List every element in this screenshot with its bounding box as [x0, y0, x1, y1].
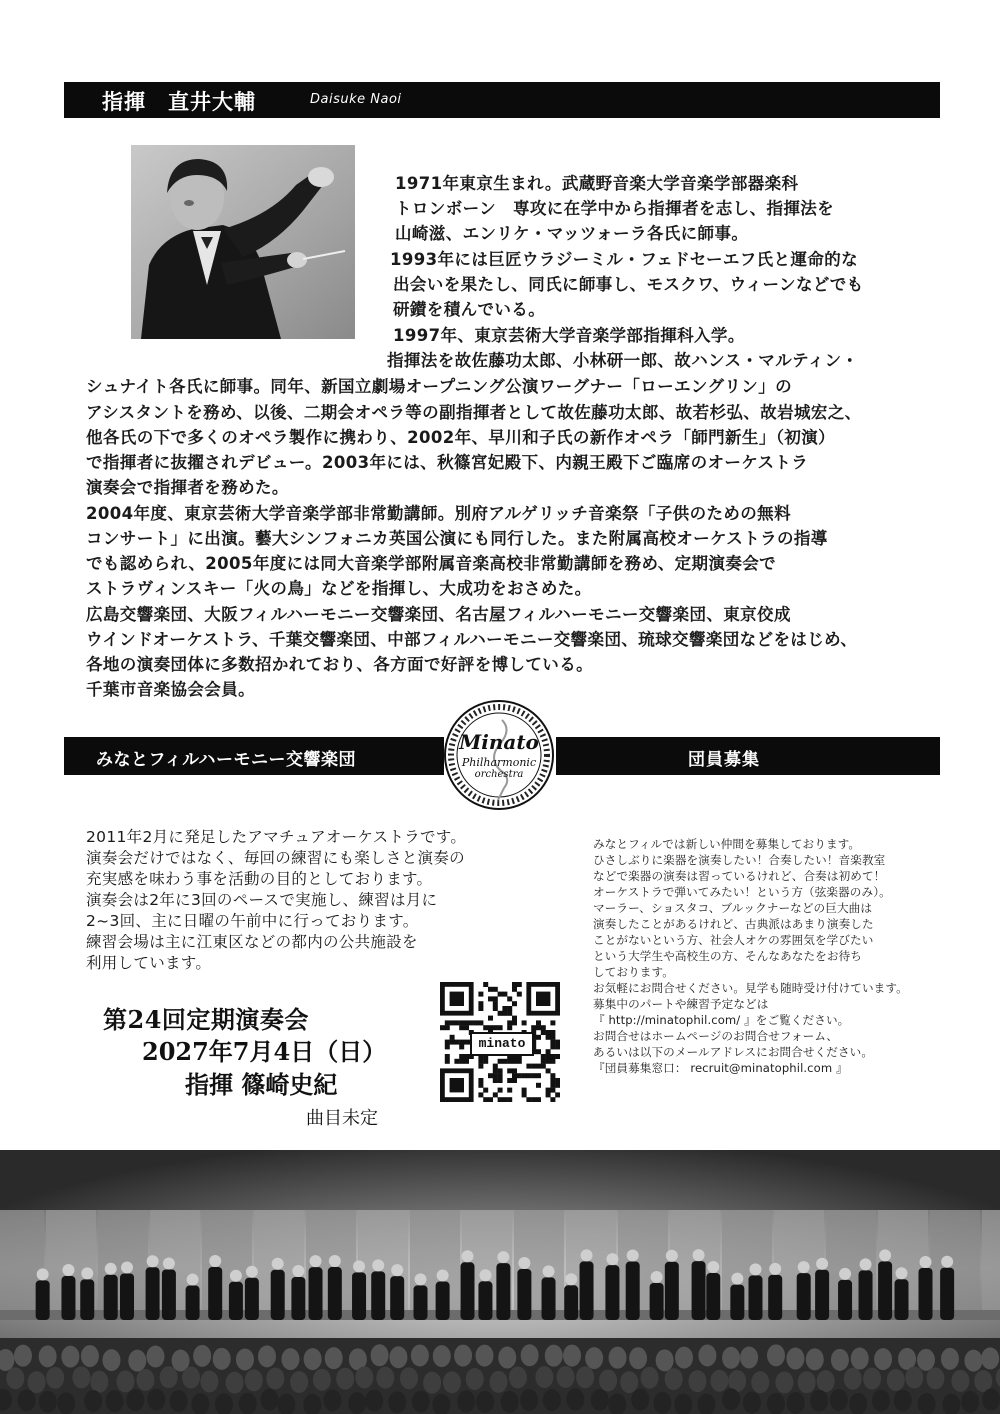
bio-top-line: 研鑚を積んでいる。 — [393, 300, 546, 319]
bio-line: 2004年度、東京芸術大学音楽学部非常勤講師。別府アルゲリッチ音楽祭「子供のための無料 — [86, 504, 791, 523]
orchestra-text-line: 演奏会だけではなく、毎回の練習にも楽しさと演奏の — [86, 849, 465, 867]
bio-line: シュナイト各氏に師事。同年、新国立劇場オープニング公演ワーグナー「ローエングリン」の — [86, 377, 793, 396]
recruit-text-line: ことがないという方、社会人オケの雰囲気を学びたい — [593, 933, 874, 947]
recruit-link-line[interactable]: 『 http://minatophil.com/ 』をご覧ください。 — [593, 1013, 850, 1027]
bio-line: で指揮者に抜擢されデビュー。2003年には、秋篠宮妃殿下、内親王殿下ご臨席のオーケストラ — [86, 453, 809, 472]
recruit-text-line: マーラー、ショスタコ、ブルックナーなどの巨大曲は — [593, 901, 873, 915]
recruit-text-line: みなとフィルでは新しい仲間を募集しております。 — [593, 837, 861, 851]
recruit-text-line: 演奏したことがあるけれど、古典派はあまり演奏した — [593, 917, 874, 931]
recruit-text-line: お問合せはホームページのお問合せフォーム、 — [593, 1029, 839, 1043]
qr-code[interactable] — [440, 982, 560, 1102]
recruit-text-line: あるいは以下のメールアドレスにお問合せください。 — [593, 1045, 874, 1059]
bio-line: でも認められ、2005年度には同大音楽学部附属音楽高校非常勤講師を務め、定期演奏会で — [86, 554, 777, 573]
conductor-title: 指揮 直井大輔 — [102, 90, 256, 114]
orchestra-logo — [440, 700, 558, 810]
recruit-heading: 団員募集 — [688, 750, 760, 770]
logo-sub-text: Philharmonic — [461, 756, 537, 769]
bio-top-line: 指揮法を故佐藤功太郎、小林研一郎、故ハンス・マルティン・ — [387, 351, 859, 370]
conductor-romaji: Daisuke Naoi — [310, 92, 402, 107]
conductor-photo — [131, 145, 355, 339]
bio-line: 他各氏の下で多くのオペラ製作に携わり、2002年、早川和子氏の新作オペラ「師門新生」（初演） — [86, 428, 836, 447]
bio-top-line: 出会いを果たし、同氏に師事し、モスクワ、ウィーンなどでも — [393, 275, 864, 294]
concert-program: 曲目未定 — [306, 1108, 378, 1129]
logo-main-text: Minato — [459, 730, 539, 754]
orchestra-heading: みなとフィルハーモニー交響楽団 — [96, 750, 356, 770]
concert-photo — [0, 1150, 1000, 1414]
bio-line: アシスタントを務め、以後、二期会オペラ等の副指揮者として故佐藤功太郎、故若杉弘、故岩城宏之、 — [86, 403, 862, 422]
bio-line: コンサート」に出演。藝大シンフォニカ英国公演にも同行した。また附属高校オーケストラの指導 — [86, 529, 828, 548]
concert-date: 2027年7月4日（日） — [142, 1037, 387, 1066]
bio-line: ストラヴィンスキー「火の鳥」などを指揮し、大成功をおさめた。 — [86, 579, 592, 598]
recruit-text-line: お気軽にお問合せください。見学も随時受け付けています。 — [593, 981, 908, 995]
orchestra-text-line: 演奏会は2年に3回のペースで実施し、練習は月に — [86, 891, 438, 909]
recruit-text-line: 募集中のパートや練習予定などは — [593, 997, 769, 1011]
logo-sub-text: orchestra — [474, 769, 524, 780]
recruit-text-line: しております。 — [593, 965, 674, 979]
bio-top-line: 1971年東京生まれ。武蔵野音楽大学音楽学部器楽科 — [395, 174, 799, 193]
recruit-text-line: オーケストラで弾いてみたい！という方（弦楽器のみ）。 — [593, 885, 891, 899]
bio-top-line: 1993年には巨匠ウラジーミル・フェドセーエフ氏と運命的な — [390, 250, 859, 269]
bio-line: 広島交響楽団、大阪フィルハーモニー交響楽団、名古屋フィルハーモニー交響楽団、東京佼成 — [86, 605, 791, 624]
recruit-header-bar — [556, 737, 940, 775]
bio-top-line: 山崎滋、エンリケ・マッツォーラ各氏に師事。 — [395, 224, 749, 243]
recruit-text-line: ひさしぶりに楽器を演奏したい！合奏したい！音楽教室 — [593, 853, 886, 867]
concert-title: 第24回定期演奏会 — [103, 1005, 309, 1034]
orchestra-text-line: 2~3回、主に日曜の午前中に行っております。 — [86, 912, 419, 930]
recruit-text-line: という大学生や高校生の方、そんなあなたをお待ち — [593, 949, 862, 963]
bio-top-line: トロンボーン 専攻に在学中から指揮者を志し、指揮法を — [395, 199, 835, 218]
bio-line: 演奏会で指揮者を務めた。 — [86, 478, 289, 497]
conductor-header-bar — [64, 82, 940, 118]
orchestra-header-bar — [64, 737, 444, 775]
bio-line: ウインドオーケストラ、千葉交響楽団、中部フィルハーモニー交響楽団、琉球交響楽団などをはじめ、 — [86, 630, 858, 649]
bio-top-line: 1997年、東京芸術大学音楽学部指揮科入学。 — [393, 326, 745, 345]
bio-line: 各地の演奏団体に多数招かれており、各方面で好評を博している。 — [86, 655, 593, 674]
recruit-text-line: などで楽器の演奏は習っているけれど、合奏は初めて！ — [593, 869, 886, 883]
concert-conductor: 指揮 篠崎史紀 — [185, 1070, 338, 1099]
recruit-email-line[interactable]: 『団員募集窓口： recruit@minatophil.com 』 — [593, 1061, 848, 1075]
orchestra-text-line: 2011年2月に発足したアマチュアオーケストラです。 — [86, 828, 467, 846]
qr-center-label: minato — [470, 1032, 534, 1056]
bio-line: 千葉市音楽協会会員。 — [86, 680, 255, 699]
orchestra-text-line: 練習会場は主に江東区などの都内の公共施設を — [86, 933, 418, 951]
orchestra-text-line: 充実感を味わう事を活動の目的としております。 — [86, 870, 433, 888]
orchestra-text-line: 利用しています。 — [86, 954, 212, 972]
